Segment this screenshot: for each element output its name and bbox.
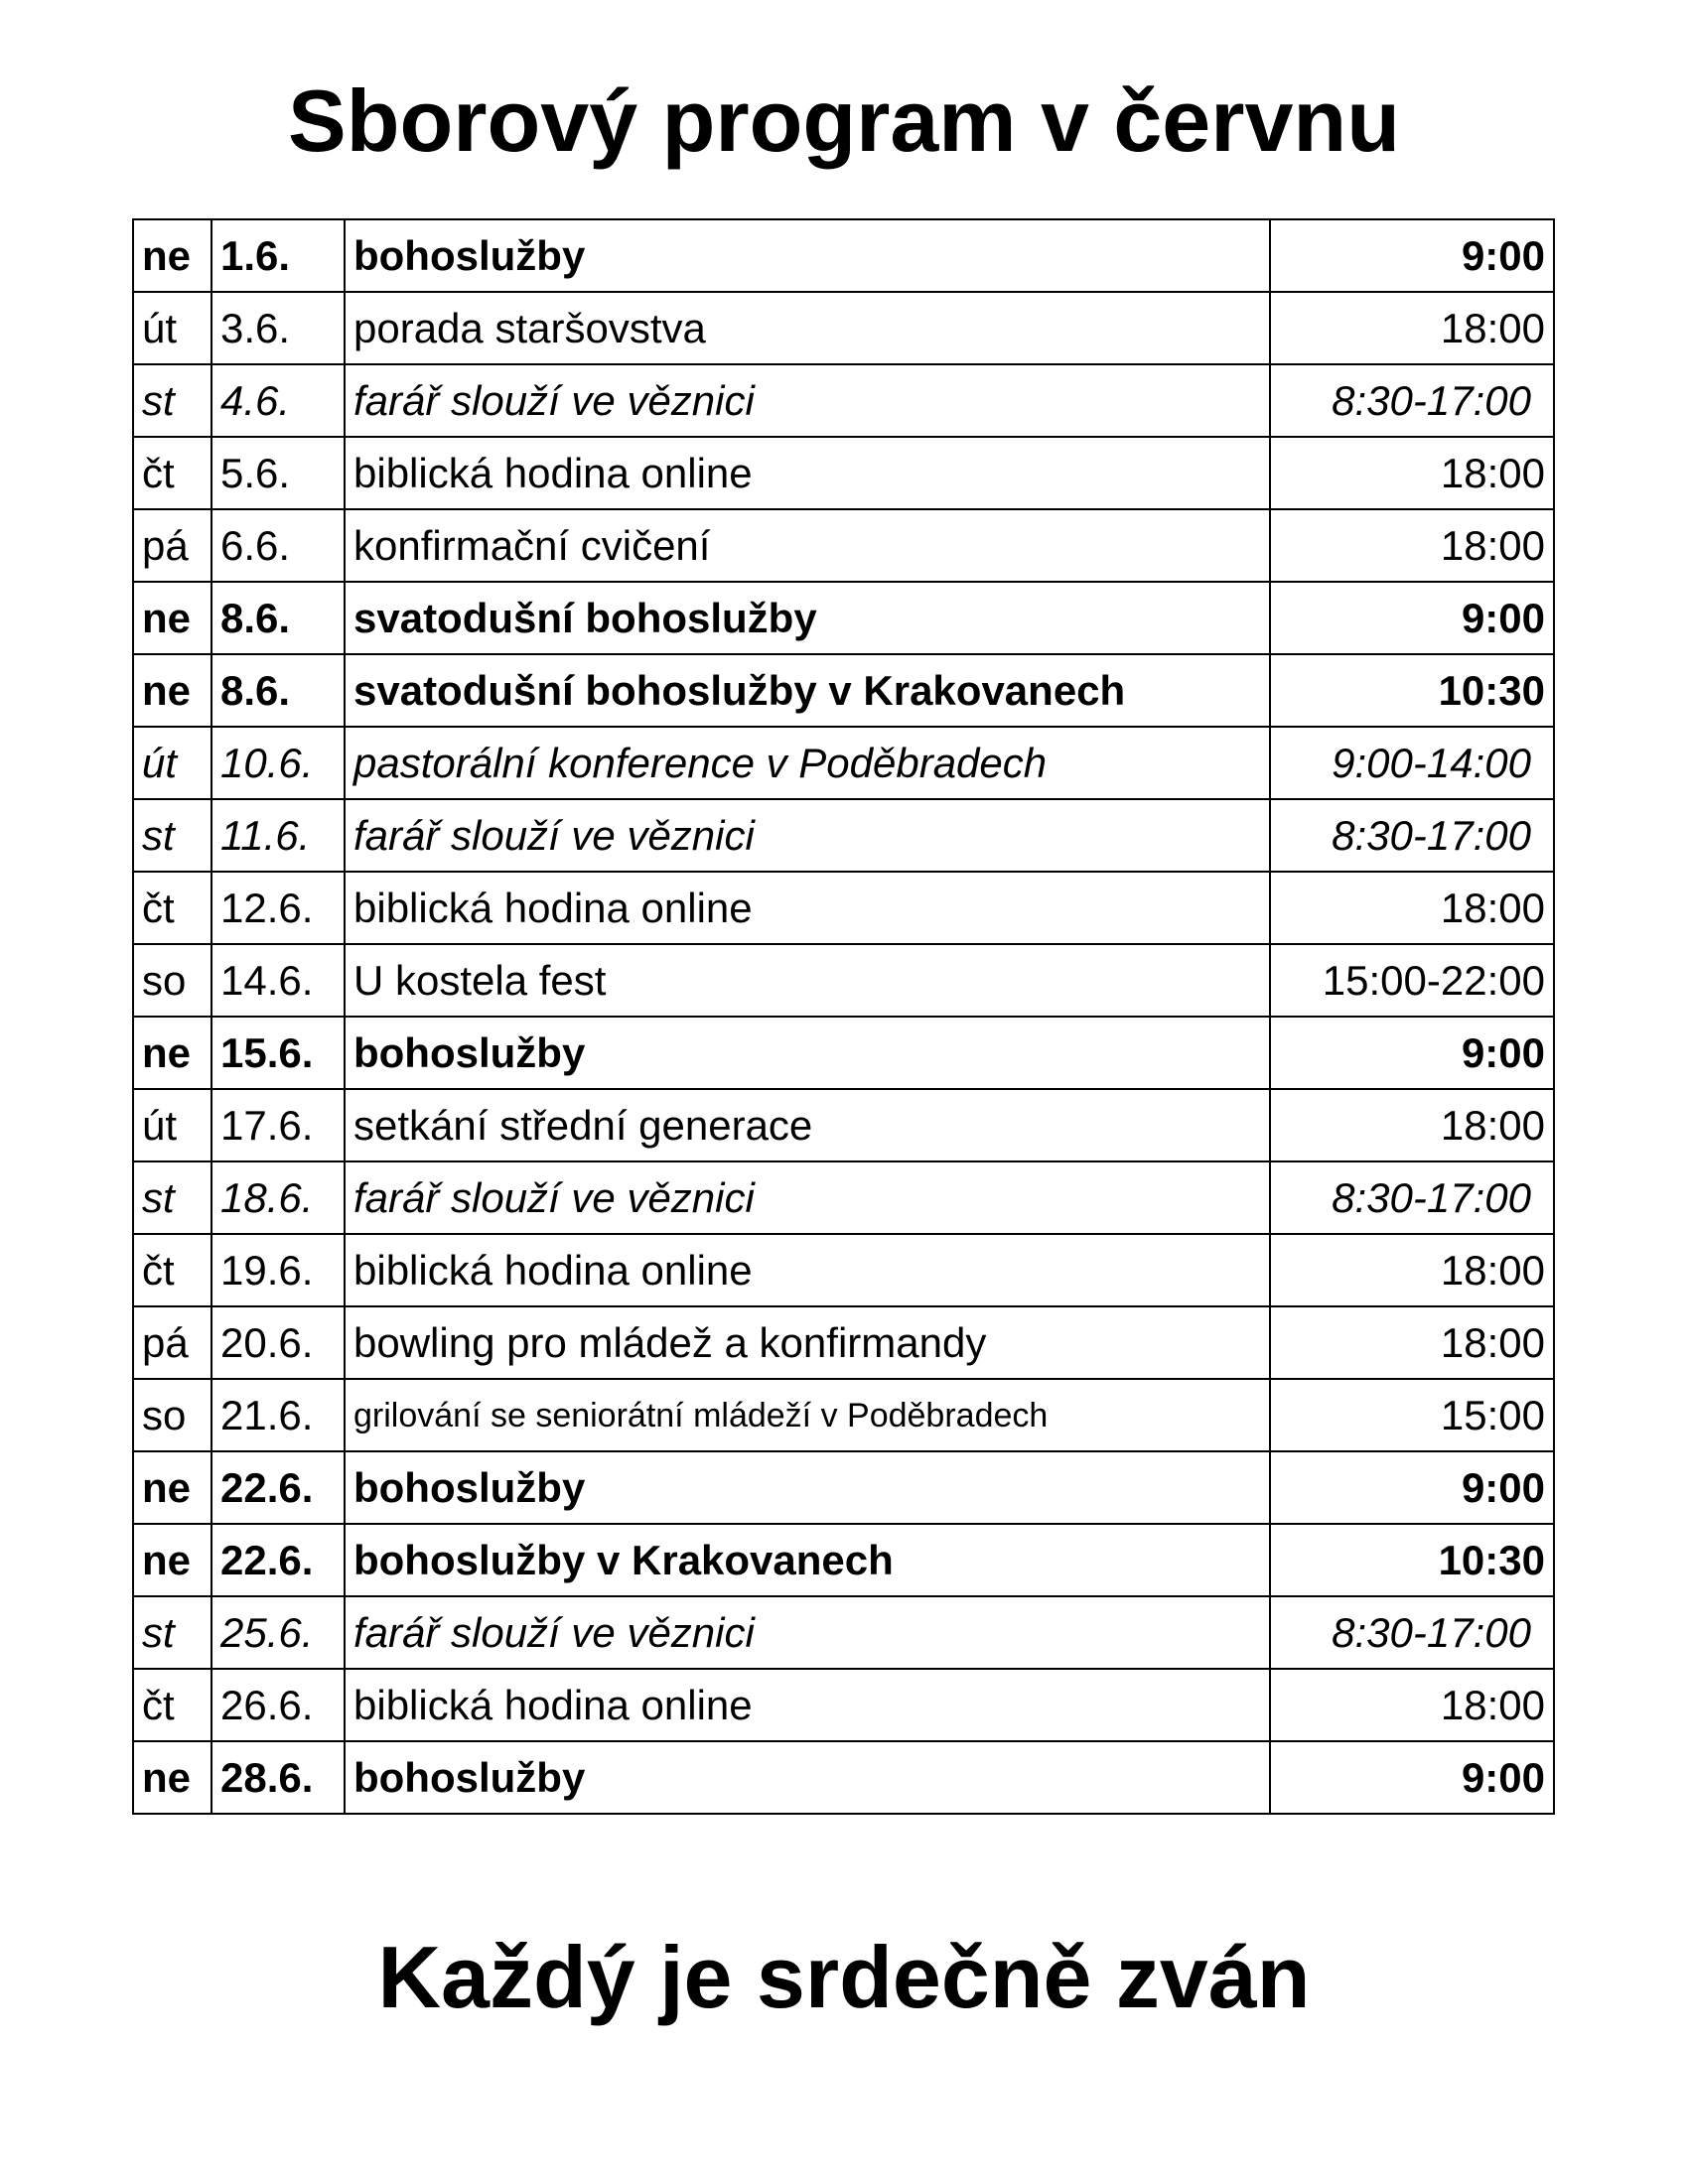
time-cell: 9:00: [1270, 1017, 1554, 1089]
time-cell: 18:00: [1270, 292, 1554, 364]
event-cell: farář slouží ve věznici: [345, 1596, 1270, 1669]
time-cell: 9:00: [1270, 1741, 1554, 1814]
date-cell: 4.6.: [211, 364, 345, 437]
table-row: [133, 292, 1554, 364]
page-title: Sborový program v červnu: [288, 71, 1400, 170]
time-cell: 18:00: [1270, 437, 1554, 509]
date-cell: 11.6.: [211, 799, 345, 872]
table-row: [133, 1379, 1554, 1451]
date-cell: 18.6.: [211, 1161, 345, 1234]
table-row: [133, 1234, 1554, 1306]
table-row: [133, 1669, 1554, 1741]
time-cell: 8:30-17:00: [1270, 364, 1554, 437]
event-cell: biblická hodina online: [345, 1669, 1270, 1741]
date-cell: 21.6.: [211, 1379, 345, 1451]
event-cell: farář slouží ve věznici: [345, 799, 1270, 872]
table-row: [133, 1089, 1554, 1161]
table-row: [133, 1451, 1554, 1524]
table-row: [133, 1017, 1554, 1089]
day-cell: ne: [133, 219, 211, 292]
time-cell: 18:00: [1270, 1669, 1554, 1741]
table-row: [133, 219, 1554, 292]
day-cell: pá: [133, 1306, 211, 1379]
event-cell: U kostela fest: [345, 944, 1270, 1017]
event-cell: pastorální konference v Poděbradech: [345, 727, 1270, 799]
day-cell: út: [133, 292, 211, 364]
event-cell: svatodušní bohoslužby v Krakovanech: [345, 654, 1270, 727]
day-cell: ne: [133, 654, 211, 727]
event-cell: bowling pro mládež a konfirmandy: [345, 1306, 1270, 1379]
time-cell: 8:30-17:00: [1270, 799, 1554, 872]
date-cell: 17.6.: [211, 1089, 345, 1161]
day-cell: st: [133, 364, 211, 437]
table-row: [133, 1596, 1554, 1669]
day-cell: pá: [133, 509, 211, 582]
day-cell: út: [133, 727, 211, 799]
table-row: [133, 727, 1554, 799]
day-cell: ne: [133, 582, 211, 654]
day-cell: čt: [133, 437, 211, 509]
time-cell: 9:00: [1270, 219, 1554, 292]
table-row: [133, 654, 1554, 727]
event-cell: farář slouží ve věznici: [345, 364, 1270, 437]
time-cell: 9:00: [1270, 1451, 1554, 1524]
date-cell: 8.6.: [211, 654, 345, 727]
day-cell: ne: [133, 1017, 211, 1089]
event-cell: setkání střední generace: [345, 1089, 1270, 1161]
time-cell: 9:00-14:00: [1270, 727, 1554, 799]
time-cell: 9:00: [1270, 582, 1554, 654]
day-cell: st: [133, 1161, 211, 1234]
event-cell: bohoslužby: [345, 1741, 1270, 1814]
date-cell: 5.6.: [211, 437, 345, 509]
event-cell: biblická hodina online: [345, 1234, 1270, 1306]
day-cell: so: [133, 1379, 211, 1451]
day-cell: čt: [133, 872, 211, 944]
time-cell: 10:30: [1270, 1524, 1554, 1596]
day-cell: ne: [133, 1451, 211, 1524]
event-cell: biblická hodina online: [345, 872, 1270, 944]
table-row: [133, 509, 1554, 582]
time-cell: 10:30: [1270, 654, 1554, 727]
event-cell: bohoslužby: [345, 219, 1270, 292]
day-cell: so: [133, 944, 211, 1017]
schedule-table: [132, 218, 1555, 1815]
date-cell: 15.6.: [211, 1017, 345, 1089]
table-row: [133, 1161, 1554, 1234]
date-cell: 22.6.: [211, 1524, 345, 1596]
day-cell: st: [133, 1596, 211, 1669]
day-cell: čt: [133, 1234, 211, 1306]
event-cell: svatodušní bohoslužby: [345, 582, 1270, 654]
day-cell: čt: [133, 1669, 211, 1741]
footer-invitation: Každý je srdečně zván: [377, 1928, 1311, 2026]
table-row: [133, 1741, 1554, 1814]
table-row: [133, 1524, 1554, 1596]
date-cell: 22.6.: [211, 1451, 345, 1524]
time-cell: 18:00: [1270, 1089, 1554, 1161]
time-cell: 18:00: [1270, 1234, 1554, 1306]
day-cell: ne: [133, 1524, 211, 1596]
time-cell: 18:00: [1270, 872, 1554, 944]
day-cell: ne: [133, 1741, 211, 1814]
table-row: [133, 437, 1554, 509]
time-cell: 15:00-22:00: [1270, 944, 1554, 1017]
date-cell: 3.6.: [211, 292, 345, 364]
date-cell: 14.6.: [211, 944, 345, 1017]
date-cell: 28.6.: [211, 1741, 345, 1814]
table-row: [133, 364, 1554, 437]
date-cell: 6.6.: [211, 509, 345, 582]
schedule-body: [133, 219, 1554, 1814]
table-row: [133, 1306, 1554, 1379]
time-cell: 8:30-17:00: [1270, 1596, 1554, 1669]
time-cell: 18:00: [1270, 1306, 1554, 1379]
event-cell: konfirmační cvičení: [345, 509, 1270, 582]
date-cell: 8.6.: [211, 582, 345, 654]
event-cell: bohoslužby v Krakovanech: [345, 1524, 1270, 1596]
event-cell: bohoslužby: [345, 1451, 1270, 1524]
event-cell: biblická hodina online: [345, 437, 1270, 509]
time-cell: 18:00: [1270, 509, 1554, 582]
table-row: [133, 799, 1554, 872]
time-cell: 8:30-17:00: [1270, 1161, 1554, 1234]
date-cell: 10.6.: [211, 727, 345, 799]
day-cell: st: [133, 799, 211, 872]
date-cell: 1.6.: [211, 219, 345, 292]
event-cell: bohoslužby: [345, 1017, 1270, 1089]
date-cell: 25.6.: [211, 1596, 345, 1669]
table-row: [133, 872, 1554, 944]
table-row: [133, 944, 1554, 1017]
time-cell: 15:00: [1270, 1379, 1554, 1451]
table-row: [133, 582, 1554, 654]
event-cell: grilování se seniorátní mládeží v Poděbradech: [345, 1379, 1270, 1451]
date-cell: 20.6.: [211, 1306, 345, 1379]
day-cell: út: [133, 1089, 211, 1161]
event-cell: porada staršovstva: [345, 292, 1270, 364]
date-cell: 19.6.: [211, 1234, 345, 1306]
date-cell: 12.6.: [211, 872, 345, 944]
event-cell: farář slouží ve věznici: [345, 1161, 1270, 1234]
date-cell: 26.6.: [211, 1669, 345, 1741]
